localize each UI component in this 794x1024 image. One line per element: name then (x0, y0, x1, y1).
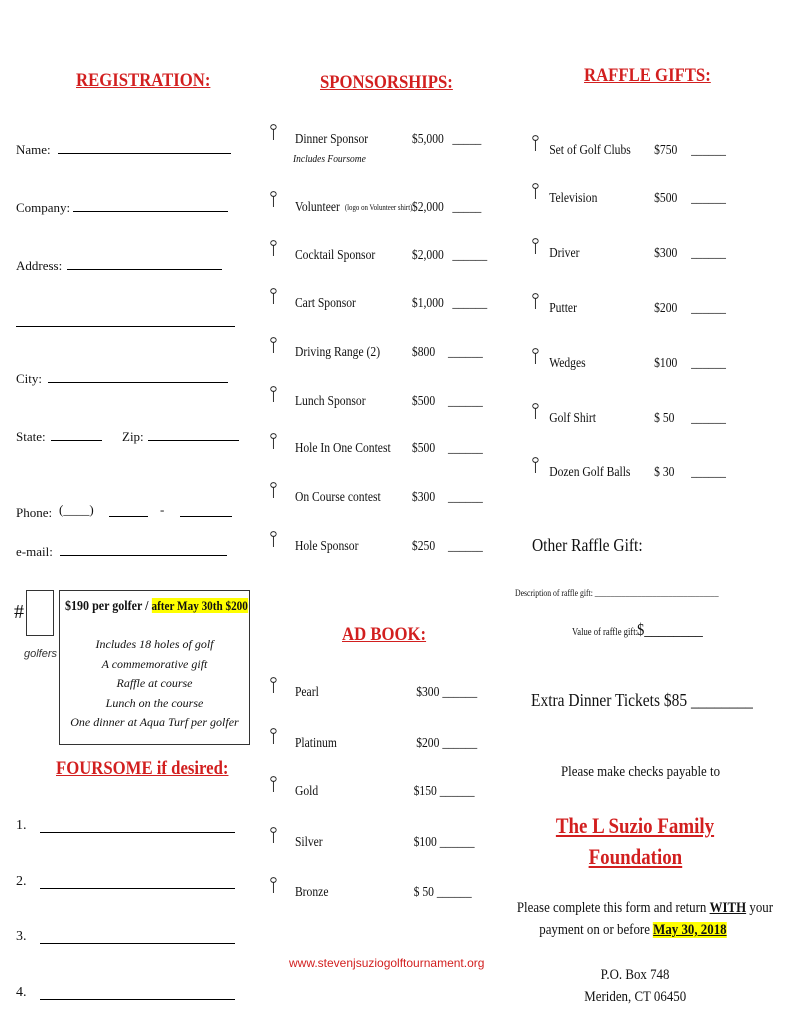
zip-field[interactable] (148, 440, 239, 441)
address-label: Address: (16, 258, 63, 273)
foundation-line-1: The L Suzio Family (555, 813, 715, 838)
golf-tee-icon (270, 124, 277, 141)
ad-book-label: Platinum (294, 735, 337, 750)
foundation-line-2: Foundation (588, 844, 682, 869)
golf-tee-icon (270, 386, 277, 403)
sponsor-label: On Course contest (294, 489, 381, 504)
sponsor-price: $2,000 (411, 247, 444, 262)
phone-area-code[interactable]: (____) (59, 502, 94, 517)
foursome-field-3[interactable] (40, 943, 235, 944)
raffle-label: Golf Shirt (549, 410, 596, 425)
address-field[interactable] (67, 269, 222, 270)
payment-pre-text: payment on or before (539, 922, 650, 938)
raffle-blank[interactable]: ______ (691, 142, 726, 157)
golf-tee-icon (270, 728, 277, 745)
raffle-value-field[interactable]: $________ (637, 620, 703, 639)
sponsor-price: $500 (411, 440, 436, 455)
ad-book-label: Pearl (294, 684, 319, 699)
raffle-label: Driver (549, 245, 580, 260)
registration-title: REGISTRATION: (76, 70, 211, 91)
foursome-title: FOURSOME if desired: (56, 758, 229, 779)
raffle-price: $100 (654, 355, 678, 370)
golf-tee-icon (270, 677, 277, 694)
state-label: State: (16, 429, 46, 444)
sponsor-price: $800 (411, 344, 436, 359)
foursome-field-1[interactable] (40, 832, 235, 833)
sponsor-label: Volunteer (294, 199, 340, 214)
return-instructions (496, 897, 774, 941)
extra-dinner-tickets[interactable]: Extra Dinner Tickets $85 ________ (531, 690, 753, 710)
raffle-price: $ 30 (654, 464, 675, 479)
ad-book-title: AD BOOK: (342, 624, 427, 645)
phone-dash: - (160, 502, 165, 517)
raffle-value-label: Value of raffle gift: (572, 627, 638, 638)
phone-label: Phone: (16, 505, 53, 520)
raffle-blank[interactable]: ______ (691, 245, 726, 260)
hash-sign: # (14, 601, 24, 623)
foursome-number-4: 4. (16, 985, 27, 1000)
sponsor-blank[interactable]: ______ (448, 393, 483, 408)
raffle-label: Wedges (549, 355, 586, 370)
golf-tee-icon (270, 240, 277, 257)
includes-item: Raffle at course (116, 676, 193, 690)
foursome-number-1: 1. (16, 818, 27, 833)
golf-tee-icon (532, 403, 539, 420)
sponsor-blank[interactable]: ______ (452, 295, 488, 310)
sponsor-price: $250 (411, 538, 436, 553)
includes-list (60, 635, 249, 733)
raffle-label: Television (549, 190, 598, 205)
sponsor-label: Lunch Sponsor (294, 393, 366, 408)
includes-item: One dinner at Aqua Turf per golfer (70, 715, 239, 729)
golf-tee-icon (532, 135, 539, 152)
po-box: P.O. Box 748 (600, 967, 670, 983)
city-state-zip: Meriden, CT 06450 (584, 989, 686, 1005)
golf-tee-icon (270, 337, 277, 354)
golf-tee-icon (270, 288, 277, 305)
includes-item: A commemorative gift (101, 656, 208, 671)
raffle-blank[interactable]: ______ (691, 464, 726, 479)
sponsor-price: $500 (411, 393, 436, 408)
ad-book-label: Gold (294, 783, 319, 798)
email-field[interactable] (60, 555, 227, 556)
includes-item: Includes 18 holes of golf (95, 637, 214, 651)
ad-book-price: $100 ______ (413, 834, 475, 849)
raffle-blank[interactable]: ______ (691, 410, 726, 425)
company-label: Company: (16, 200, 71, 215)
golf-tee-icon (270, 827, 277, 844)
sponsor-label: Hole In One Contest (294, 440, 391, 455)
golf-tee-icon (532, 348, 539, 365)
price-main: $190 per golfer (65, 599, 143, 614)
payment-deadline: May 30, 2018 (653, 922, 727, 938)
golf-tee-icon (532, 238, 539, 255)
city-label: City: (16, 371, 43, 386)
golfers-label: golfers (24, 648, 58, 660)
raffle-price: $ 50 (654, 410, 675, 425)
sponsor-blank[interactable]: ______ (452, 247, 488, 262)
sponsor-blank[interactable]: _____ (452, 131, 482, 146)
mailing-address (500, 964, 770, 1008)
phone-line-field[interactable] (180, 516, 232, 517)
sponsor-blank[interactable]: ______ (448, 344, 483, 359)
email-label: e-mail: (16, 544, 53, 559)
golf-tee-icon (270, 191, 277, 208)
golf-tee-icon (270, 877, 277, 894)
golfers-count-box[interactable] (26, 590, 54, 636)
sponsorships-title: SPONSORSHIPS: (320, 72, 453, 93)
other-raffle-title: Other Raffle Gift: (532, 535, 643, 555)
ad-book-price: $ 50 ______ (413, 884, 472, 899)
raffle-price: $750 (654, 142, 678, 157)
raffle-label: Putter (549, 300, 577, 315)
website-link[interactable]: www.stevenjsuziogolftournament.org (289, 956, 485, 970)
phone-prefix-field[interactable] (109, 516, 148, 517)
state-field[interactable] (51, 440, 102, 441)
foursome-field-2[interactable] (40, 888, 235, 889)
name-label: Name: (16, 142, 51, 157)
sponsor-note: Includes Foursome (293, 153, 366, 165)
sponsor-note: (logo on Volunteer shirt) (344, 203, 413, 212)
ad-book-price: $150 ______ (413, 783, 475, 798)
foursome-field-4[interactable] (40, 999, 235, 1000)
your-text: your (749, 900, 774, 916)
price-separator: / (145, 599, 149, 614)
sponsor-blank[interactable]: ______ (448, 489, 483, 504)
ad-book-price: $300 ______ (416, 684, 478, 699)
sponsor-price: $300 (411, 489, 436, 504)
golf-tee-icon (532, 183, 539, 200)
with-text: WITH (709, 900, 747, 916)
price-box (59, 590, 250, 745)
foursome-number-3: 3. (16, 929, 27, 944)
raffle-blank[interactable]: ______ (691, 300, 726, 315)
city-field[interactable] (48, 382, 228, 383)
sponsor-label: Cocktail Sponsor (294, 247, 376, 262)
raffle-price: $300 (654, 245, 678, 260)
golf-tee-icon (270, 531, 277, 548)
checks-payable-text: Please make checks payable to (561, 764, 721, 780)
sponsor-label: Cart Sponsor (294, 295, 356, 310)
golf-tee-icon (532, 457, 539, 474)
foundation-name (500, 810, 770, 872)
foursome-number-2: 2. (16, 874, 27, 889)
raffle-title: RAFFLE GIFTS: (584, 65, 711, 86)
raffle-description-field[interactable]: Description of raffle gift: ________________________________ (515, 588, 719, 598)
raffle-price: $200 (654, 300, 678, 315)
sponsor-blank[interactable]: ______ (448, 440, 483, 455)
sponsor-price: $5,000 (411, 131, 444, 146)
sponsor-blank[interactable]: _____ (452, 199, 482, 214)
golf-tee-icon (270, 433, 277, 450)
sponsor-label: Dinner Sponsor (294, 131, 369, 146)
ad-book-label: Silver (294, 834, 323, 849)
sponsor-label: Hole Sponsor (294, 538, 359, 553)
address-field-line-2[interactable] (16, 326, 235, 327)
raffle-label: Set of Golf Clubs (549, 142, 631, 157)
raffle-blank[interactable]: ______ (691, 355, 726, 370)
sponsor-price: $1,000 (411, 295, 444, 310)
zip-label: Zip: (122, 429, 144, 444)
ad-book-price: $200 ______ (416, 735, 478, 750)
raffle-label: Dozen Golf Balls (549, 464, 631, 479)
golf-tee-icon (270, 776, 277, 793)
ad-book-label: Bronze (294, 884, 329, 899)
raffle-price: $500 (654, 190, 678, 205)
golf-tee-icon (532, 293, 539, 310)
includes-item: Lunch on the course (105, 695, 204, 710)
sponsor-label: Driving Range (2) (294, 344, 381, 359)
golf-tee-icon (270, 482, 277, 499)
sponsor-price: $2,000 (411, 199, 444, 214)
price-late: after May 30th $200 (151, 598, 248, 613)
raffle-blank[interactable]: ______ (691, 190, 726, 205)
complete-pre-text: Please complete this form and return (516, 900, 707, 916)
sponsor-blank[interactable]: ______ (448, 538, 483, 553)
company-field[interactable] (73, 211, 228, 212)
name-field[interactable] (58, 153, 231, 154)
